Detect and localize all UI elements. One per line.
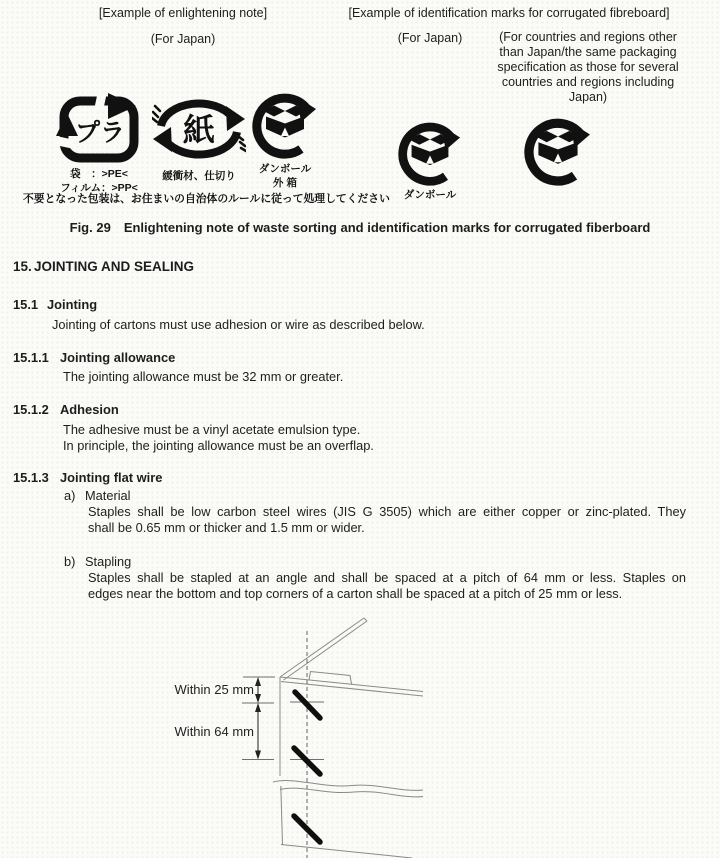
jointing-allowance-body: The jointing allowance must be 32 mm or greater. xyxy=(63,369,344,384)
section-number: 15.1.2 xyxy=(13,402,49,417)
cardboard-recycling-icon-outer-box xyxy=(252,93,318,159)
paper-mark-glyph: 紙 xyxy=(182,112,216,148)
cardboard-recycling-icon-japan xyxy=(398,122,462,186)
section-title: Jointing xyxy=(47,297,98,312)
figure-caption xyxy=(0,220,720,235)
figure-caption-text: Enlightening note of waste sorting and identification marks for corrugated fiberboard xyxy=(123,220,651,235)
adhesion-body: The adhesive must be a vinyl acetate emulsion type. In principle, the jointing allowance must be an overflap. xyxy=(63,422,374,453)
paper-recycling-icon xyxy=(152,96,246,162)
cardboard-outer-box-label: ダンボール 外 箱 xyxy=(258,163,312,189)
stapling-body: Staples shall be stapled at an angle and shall be spaced at a pitch of 64 mm or less. Staples on edges near the bottom and top corners of a carton shall be spaced at a pitch of 25 mm or less. xyxy=(88,570,686,601)
material-body: Staples shall be low carbon steel wires (JIS G 3505) which are either copper or zinc-plated. They shall be 0.65 mm or thicker and 1.5 mm or wider. xyxy=(88,504,686,535)
cardboard-recycling-icon-international xyxy=(524,118,592,186)
stapling-diagram xyxy=(160,614,440,858)
enlightening-note-title: [Example of enlightening note] xyxy=(98,6,268,20)
section-heading-15-1 xyxy=(13,297,97,312)
plastic-recycling-icon xyxy=(56,92,142,170)
figure-label: Fig. 29 xyxy=(69,220,111,235)
cardboard-japan-label: ダンボール xyxy=(403,189,457,201)
item-a-heading xyxy=(64,488,131,503)
section-heading-15-1-1 xyxy=(13,350,175,365)
jointing-body: Jointing of cartons must use adhesion or wire as described below. xyxy=(52,317,425,332)
dimension-label-64mm: Within 64 mm xyxy=(174,724,254,739)
plastic-mark-glyph: プラ xyxy=(74,119,126,147)
section-title: JOINTING AND SEALING xyxy=(34,259,195,274)
section-heading-15 xyxy=(13,259,194,274)
section-number: 15. xyxy=(13,259,32,274)
paper-mark-label: 緩衝材、仕切り xyxy=(162,170,236,182)
item-marker: a) xyxy=(64,488,76,503)
carton-outline xyxy=(273,618,423,858)
section-title: Adhesion xyxy=(60,402,119,417)
identification-region-other: (For countries and regions other than Japan/the same packaging specification as those for several countries and regions including Japan) xyxy=(497,30,679,104)
section-title: Jointing flat wire xyxy=(60,470,163,485)
item-b-heading xyxy=(64,554,131,569)
plastic-mark-label: 袋 ：>PE< フィルム：>PP< xyxy=(60,168,138,194)
disposal-note: 不要となった包装は、お住まいの自治体のルールに従って処理してください xyxy=(23,193,390,205)
identification-marks-title: [Example of identification marks for corrugated fibreboard] xyxy=(348,6,670,20)
header-left xyxy=(58,6,308,46)
section-number: 15.1 xyxy=(13,297,39,312)
item-marker: b) xyxy=(64,554,76,569)
identification-region-japan: (For Japan) xyxy=(397,31,463,45)
enlightening-note-region: (For Japan) xyxy=(150,32,216,46)
section-number: 15.1.3 xyxy=(13,470,49,485)
dimension-ticks xyxy=(242,677,324,760)
section-heading-15-1-3 xyxy=(13,470,162,485)
section-heading-15-1-2 xyxy=(13,402,119,417)
item-title: Material xyxy=(85,488,131,503)
dimension-label-25mm: Within 25 mm xyxy=(174,682,254,697)
section-title: Jointing allowance xyxy=(60,350,176,365)
item-title: Stapling xyxy=(85,554,132,569)
section-number: 15.1.1 xyxy=(13,350,49,365)
